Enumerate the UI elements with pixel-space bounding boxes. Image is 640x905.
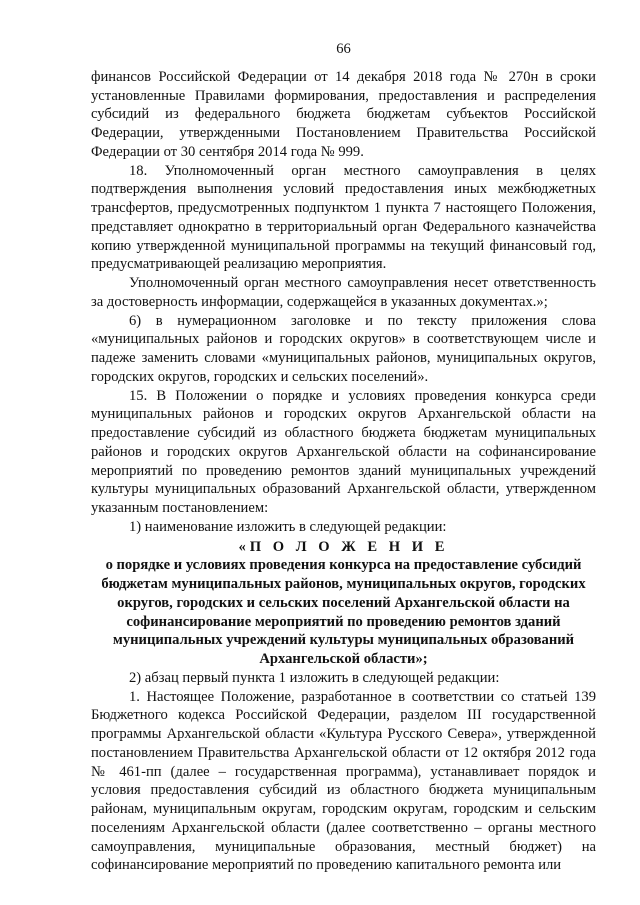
regulation-title bbox=[91, 538, 596, 669]
regulation-heading: «П О Л О Ж Е Н И Е bbox=[238, 538, 449, 555]
paragraph-18: 18. Уполномоченный орган местного самоуправления в целях подтверждения выполнения условий предоставления иных межбюджетных трансфертов, предусмотренных подпунктом 1 пункта 7 настоящего Положения, представляет однократно в территориальный орган Федерального казначейства копию утвержденной муниципальной программы на текущий финансовый год, предусматривающей реализацию мероприятия. bbox=[91, 162, 596, 273]
paragraph-intro: финансов Российской Федерации от 14 декабря 2018 года № 270н в сроки установленные Правилами формирования, предоставления и распределения субсидий из федерального бюджета бюджетам субъектов Российской Федерации, утвержденными Постановлением Правительства Российской Федерации от 30 сентября 2014 года № 999. bbox=[91, 68, 596, 160]
paragraph-responsibility: Уполномоченный орган местного самоуправления несет ответственность за достоверность информации, содержащейся в указанных документах.»; bbox=[91, 275, 596, 310]
page-number: 66 bbox=[336, 41, 351, 57]
paragraph-15: 15. В Положении о порядке и условиях проведения конкурса среди муниципальных районов и городских округов Архангельской области на предоставление субсидий из областного бюджета бюджетам муниципальных районов и городских округов Архангельской области на софинансирование мероприятий по проведению ремонтов зданий муниципальных учреждений культуры муниципальных образований Архангельской области, утвержденном указанным постановлением: bbox=[91, 387, 596, 516]
document-page bbox=[91, 40, 596, 875]
paragraph-1-text: 1. Настоящее Положение, разработанное в соответствии со статьей 139 Бюджетного кодекса Российской Федерации, разделом III государственной программы Архангельской области «Культура Русского Севера», утвержденной постановлением Правительства Архангельской области от 12 октября 2012 года № 461-пп (далее – государственная программа), устанавливает порядок и условия предоставления субсидий из областного бюджета муниципальным районам, муниципальным округам, городским округам, городским и сельским поселениям Архангельской области (далее соответственно – органы местного самоуправления, муниципальные образования, местный бюджет) на софинансирование мероприятий по проведению капитального ремонта или bbox=[91, 688, 596, 874]
regulation-subtitle: о порядке и условиях проведения конкурса на предоставление субсидий бюджетам муниципальных районов, муниципальных округов, городских округов, городских и сельских поселений Архангельской области на софинансирование мероприятий по проведению ремонтов зданий муниципальных учреждений культуры муниципальных образований Архангельской области»; bbox=[101, 557, 586, 667]
paragraph-6: 6) в нумерационном заголовке и по тексту приложения слова «муниципальных районов и городских округов» в соответствующем числе и падеже заменить словами «муниципальных районов, муниципальных округов, городских округов, городских и сельских поселений». bbox=[91, 312, 596, 385]
paragraph-1-name: 1) наименование изложить в следующей редакции: bbox=[129, 518, 447, 535]
paragraph-2-abzac: 2) абзац первый пункта 1 изложить в следующей редакции: bbox=[129, 669, 500, 686]
